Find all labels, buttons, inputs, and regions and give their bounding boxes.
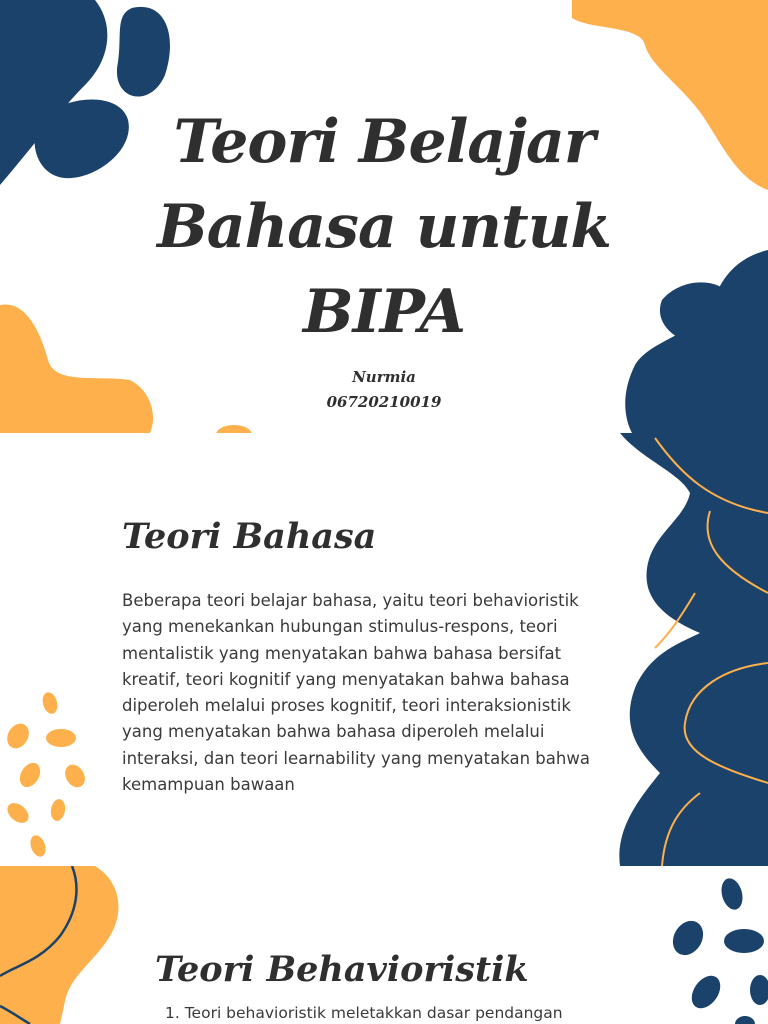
- title-line-1: Teori Belajar: [173, 107, 595, 177]
- paragraph-line: mentalistik yang menyatakan bahwa bahasa bersifat: [122, 643, 562, 663]
- teori-behavioristik-slide: [0, 866, 768, 1024]
- title-line-2: Bahasa untuk: [157, 192, 611, 262]
- behavioristik-list: [165, 1004, 563, 1022]
- navy-blob-top-left-small: [117, 7, 170, 97]
- section-heading: Teori Behavioristik: [155, 949, 529, 990]
- section-heading: Teori Bahasa: [122, 516, 377, 557]
- orange-dots-left: [3, 691, 89, 859]
- paragraph-line: interaksi, dan teori learnability yang menyatakan bahwa: [122, 748, 590, 768]
- teori-bahasa-slide: [0, 433, 768, 866]
- paragraph-line: yang menekankan hubungan stimulus-respons, teori: [122, 617, 558, 637]
- list-item: 1. Teori behavioristik meletakkan dasar pendangan: [165, 1004, 563, 1022]
- cover-slide: [0, 0, 768, 433]
- orange-dot: [216, 425, 252, 433]
- author-id: 06720210019: [326, 393, 442, 411]
- orange-blob-left: [0, 866, 118, 1024]
- paragraph-line: diperoleh melalui proses kognitif, teori interaksionistik: [122, 696, 571, 716]
- paragraph-line: Beberapa teori belajar bahasa, yaitu teori behavioristik: [122, 591, 579, 610]
- navy-wave-right: [619, 433, 768, 866]
- teori-behavioristik-decoration: [0, 866, 768, 1024]
- paragraph-line: yang menyatakan bahwa bahasa diperoleh melalui: [122, 722, 545, 742]
- title-line-3: BIPA: [302, 277, 466, 347]
- author-name: Nurmia: [352, 368, 416, 386]
- section-paragraph: [122, 588, 622, 798]
- paragraph-line: kreatif, teori kognitif yang menyatakan bahwa bahasa: [122, 669, 570, 689]
- page-title: [84, 100, 684, 355]
- paragraph-line: kemampuan bawaan: [122, 775, 295, 795]
- navy-dots-right: [667, 876, 768, 1024]
